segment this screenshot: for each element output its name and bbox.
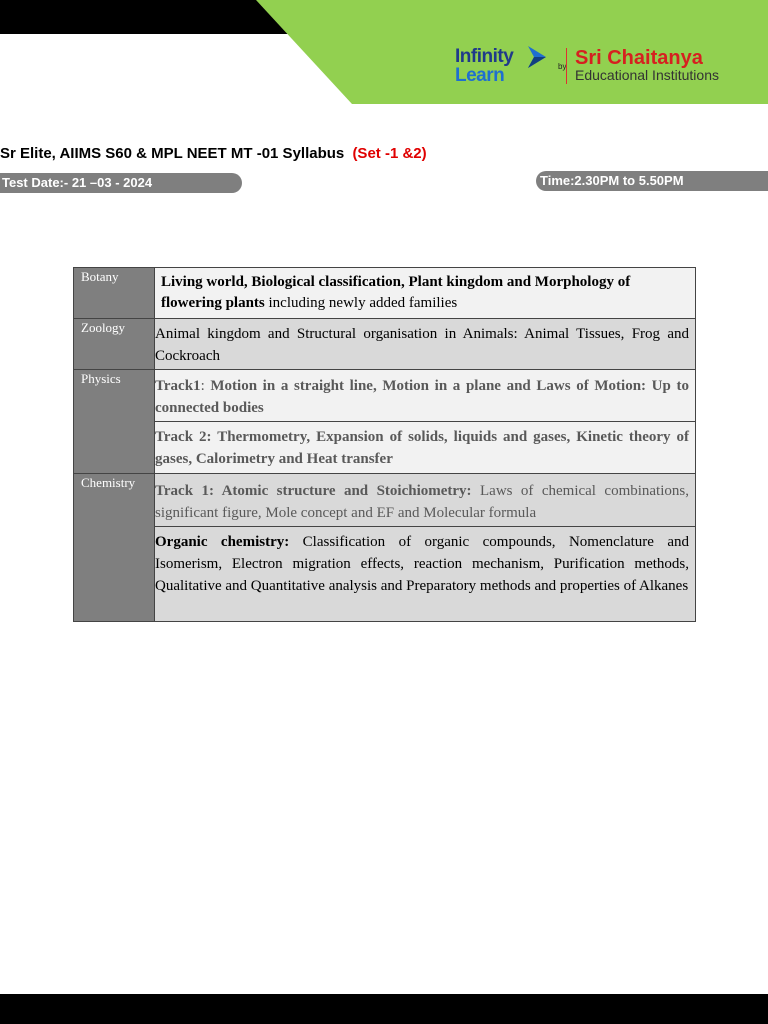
sri-chaitanya-name: Sri Chaitanya (575, 47, 703, 69)
chemistry-track1-bold: Track 1: Atomic structure and Stoichiometry: (155, 483, 472, 499)
chemistry-organic-bold: Organic chemistry: (155, 534, 290, 550)
logo-infinity-text: Infinity (455, 46, 514, 67)
footer-black-band (0, 994, 768, 1024)
subject-botany: Botany (74, 268, 155, 319)
title-set: (Set -1 &2) (352, 145, 427, 162)
title-main: Sr Elite, AIIMS S60 & MPL NEET MT -01 Syllabus (0, 145, 345, 162)
physics-track1-content (155, 370, 696, 422)
botany-bold-text: Living world, Biological classification, Plant kingdom and Morphology of flowering plants (161, 274, 631, 311)
physics-track2-text: Track 2: Thermometry, Expansion of solids, liquids and gases, Kinetic theory of gases, Calorimetry and Heat transfer (155, 429, 689, 467)
physics-track1-text: Motion in a straight line, Motion in a plane and Laws of Motion: Up to connected bodies (155, 378, 689, 416)
physics-track1-label: Track1 (155, 378, 201, 394)
logo-separator (566, 48, 567, 84)
botany-rest-text: including newly added families (264, 295, 458, 311)
syllabus-table (73, 267, 696, 622)
chemistry-track1-content (155, 474, 696, 527)
subject-physics: Physics (74, 370, 155, 474)
chemistry-organic-rest: Classification of organic compounds, Nomenclature and Isomerism, Electron migration effects, reaction mechanism, Purification methods, Qualitative and Quantitative analysis and Preparatory methods and properties of Alkanes (155, 534, 689, 594)
table-row-chemistry-organic (74, 527, 696, 622)
physics-track2-content (155, 422, 696, 474)
physics-track1-colon: : (200, 378, 211, 394)
sri-chaitanya-logo (575, 48, 719, 82)
chemistry-track1-rest: Laws of chemical combinations, significant figure, Mole concept and EF and Molecular formula (155, 483, 689, 521)
test-time-badge: Time:2.30PM to 5.50PM (536, 171, 768, 191)
table-row-physics-track2 (74, 422, 696, 474)
test-date-badge: Test Date:- 21 –03 - 2024 (0, 173, 242, 193)
table-row-chemistry-track1 (74, 474, 696, 527)
table-row-botany (74, 268, 696, 319)
subject-chemistry: Chemistry (74, 474, 155, 622)
logo-by-text: by (558, 62, 567, 71)
zoology-content: Animal kingdom and Structural organisation in Animals: Animal Tissues, Frog and Cockroach (155, 319, 696, 370)
table-row-zoology (74, 319, 696, 370)
subject-zoology: Zoology (74, 319, 155, 370)
table-row-physics-track1 (74, 370, 696, 422)
botany-content (155, 268, 696, 319)
page-title (0, 145, 427, 162)
chemistry-organic-content (155, 527, 696, 622)
sri-chaitanya-sub: Educational Institutions (575, 67, 719, 83)
infinity-arrow-icon (526, 42, 548, 72)
logo-learn-text: Learn (455, 65, 505, 86)
